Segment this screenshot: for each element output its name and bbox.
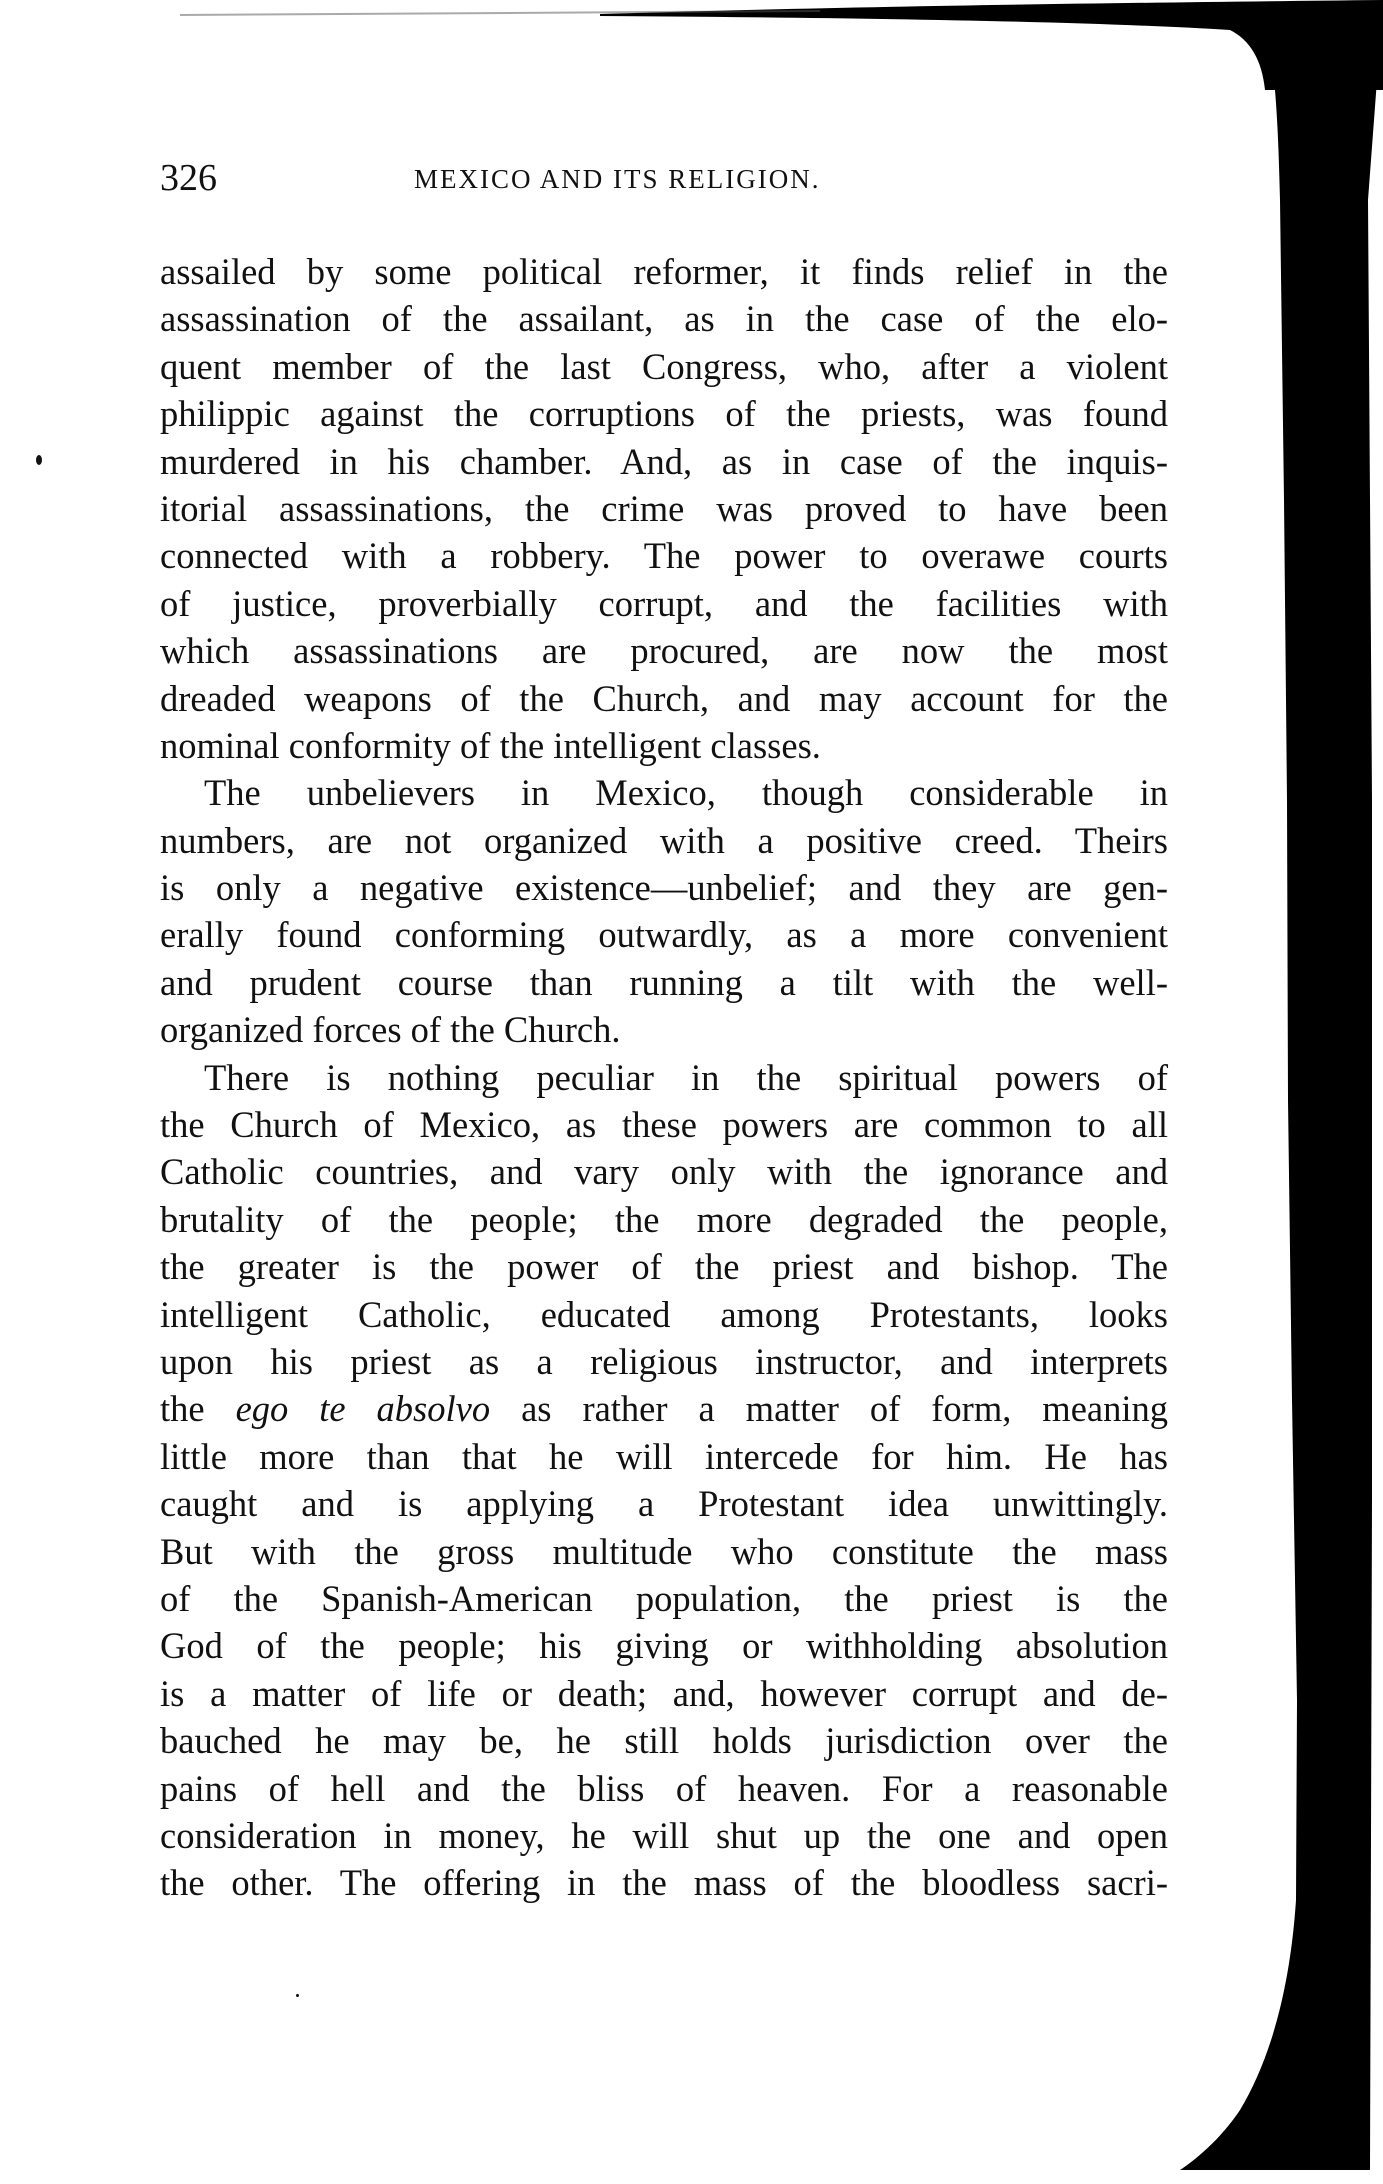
text-line: of justice, proverbially corrupt, and the facilities with <box>160 582 1168 624</box>
text-line: intelligent Catholic, educated among Protestants, looks <box>160 1293 1168 1335</box>
page-number: 326 <box>160 157 217 199</box>
paragraph <box>160 1054 1168 1907</box>
text-line: consideration in money, he will shut up the one and open <box>160 1814 1168 1856</box>
text-line: which assassinations are procured, are now the most <box>160 630 1168 672</box>
text-line: God of the people; his giving or withholding absolution <box>160 1625 1168 1667</box>
text-line: murdered in his chamber. And, as in case of the inquis- <box>160 440 1168 482</box>
text-line: bauched he may be, he still holds jurisdiction over the <box>160 1720 1168 1762</box>
text-line: But with the gross multitude who constitute the mass <box>160 1530 1168 1572</box>
text-line: assailed by some political reformer, it finds relief in the <box>160 251 1168 292</box>
text-line: is only a negative existence—unbelief; and they are gen- <box>160 867 1168 909</box>
paragraph <box>160 769 1168 1053</box>
text-line: little more than that he will intercede for him. He has <box>160 1435 1168 1477</box>
text-line: organized forces of the Church. <box>160 1009 621 1051</box>
text-line: the other. The offering in the mass of the bloodless sacri- <box>160 1862 1168 1904</box>
text-line: and prudent course than running a tilt with the well- <box>160 961 1168 1003</box>
text-line: Catholic countries, and vary only with the ignorance and <box>160 1151 1168 1193</box>
page-header <box>160 148 1170 208</box>
body-text <box>160 248 1168 1907</box>
text-line: There is nothing peculiar in the spiritual powers of <box>204 1056 1168 1098</box>
text-line: nominal conformity of the intelligent classes. <box>160 724 821 766</box>
text-line: of the Spanish-American population, the priest is the <box>160 1577 1168 1619</box>
text-line: the Church of Mexico, as these powers are common to all <box>160 1104 1168 1146</box>
text-line: is a matter of life or death; and, however corrupt and de- <box>160 1672 1168 1714</box>
text-line: numbers, are not organized with a positive creed. Theirs <box>160 819 1168 861</box>
italic-latin-phrase: ego te absolvo <box>235 1388 491 1430</box>
text-line: the greater is the power of the priest and bishop. The <box>160 1246 1168 1288</box>
text-line: assassination of the assailant, as in the case of the elo- <box>160 298 1168 340</box>
text-line: dreaded weapons of the Church, and may account for the <box>160 677 1168 719</box>
running-title: MEXICO AND ITS RELIGION. <box>414 164 821 194</box>
text-line: The unbelievers in Mexico, though considerable in <box>204 772 1168 814</box>
text-line: erally found conforming outwardly, as a more convenient <box>160 914 1168 956</box>
stray-mark <box>296 1994 299 1997</box>
text-line: the ego te absolvo as rather a matter of form, meaning <box>160 1388 1168 1430</box>
text-line: caught and is applying a Protestant idea unwittingly. <box>160 1483 1168 1525</box>
text-line: upon his priest as a religious instructor, and interprets <box>160 1340 1168 1382</box>
paragraph <box>160 248 1168 769</box>
text-line: pains of hell and the bliss of heaven. For a reasonable <box>160 1767 1168 1809</box>
text-line: quent member of the last Congress, who, after a violent <box>160 345 1168 387</box>
stray-mark <box>36 455 42 465</box>
text-line: itorial assassinations, the crime was proved to have been <box>160 487 1168 529</box>
text-line: brutality of the people; the more degraded the people, <box>160 1198 1168 1240</box>
text-line: connected with a robbery. The power to overawe courts <box>160 535 1168 577</box>
text-line: philippic against the corruptions of the priests, was found <box>160 393 1168 435</box>
